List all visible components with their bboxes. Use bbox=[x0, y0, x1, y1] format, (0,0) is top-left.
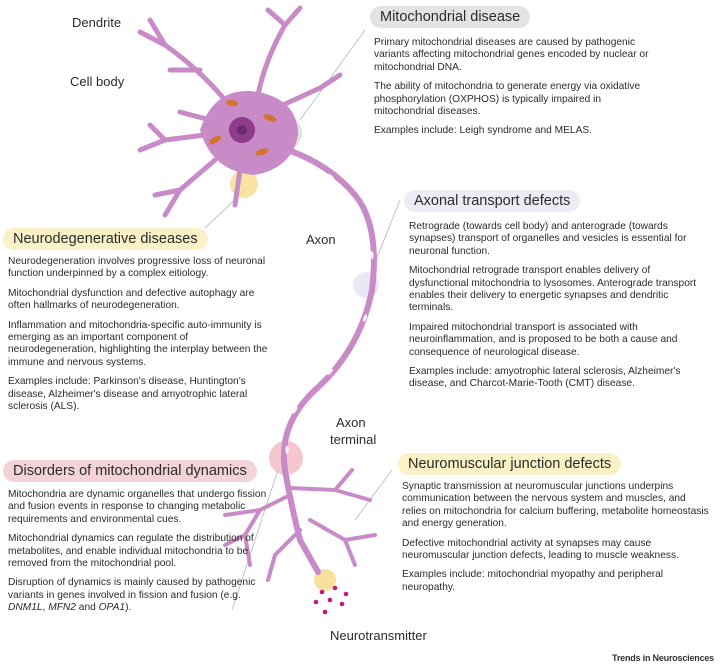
label-axon-terminal-line1: Axon bbox=[336, 415, 366, 430]
dynamics-para-3-text: Disruption of dynamics is mainly caused by pathogenic variants in genes involved in fission and fusion (e.g. bbox=[8, 577, 256, 601]
axonal-para-3: Impaired mitochondrial transport is associated with neuroinflammation, and is proposed to be both a cause and consequence of neurological disease. bbox=[409, 321, 678, 358]
neurotransmitter-dots bbox=[314, 586, 349, 615]
gene-mfn2: MFN2 bbox=[48, 602, 76, 614]
dynamics-para-2: Mitochondrial dynamics can regulate the distribution of metabolites, and enable individual mitochondria to be removed from the mitochondrial pool. bbox=[8, 533, 254, 570]
label-axon-terminal-line2: terminal bbox=[330, 432, 377, 447]
section-axonal-transport bbox=[409, 221, 709, 398]
nmj-para-3: Examples include: mitochondrial myopathy and peripheral neuropathy. bbox=[402, 569, 664, 593]
gene-opa1: OPA1 bbox=[98, 602, 126, 614]
neurodegen-para-2: Mitochondrial dysfunction and defective autophagy are often hallmarks of neurodegeneration. bbox=[8, 287, 255, 312]
section-nmj bbox=[402, 481, 712, 601]
gene-dnm1l: DNM1L bbox=[8, 602, 43, 614]
label-neurotransmitter: Neurotransmitter bbox=[330, 628, 427, 643]
axonal-para-1: Retrograde (towards cell body) and anterograde (towards synapses) transport of organelles and vesicles is essential for neuronal function. bbox=[409, 221, 687, 257]
neurodegen-para-1: Neurodegeneration involves progressive loss of neuronal function underpinned by a complex eitiology. bbox=[8, 256, 266, 280]
nmj-para-2: Defective mitochondrial activity at synapses may cause neuromuscular junction defects, leading to muscle weakness. bbox=[402, 537, 679, 562]
axonal-para-2: Mitochondrial retrograde transport enables delivery of dysfunctional mitochondria to lysosomes. Anterograde transport enables their delivery to energetic synapses and dendritic terminals. bbox=[409, 265, 697, 314]
section-mito-dynamics bbox=[8, 489, 273, 622]
label-dendrite: Dendrite bbox=[72, 15, 122, 30]
neurodegen-para-4: Examples include: Parkinson's disease, Huntington's disease, Alzheimer's disease and amyotrophic lateral sclerosis (ALS). bbox=[8, 376, 248, 413]
label-axon: Axon bbox=[306, 232, 336, 247]
journal-credit: Trends in Neurosciences bbox=[612, 653, 714, 663]
heading-mito-dynamics: Disorders of mitochondrial dynamics bbox=[3, 460, 257, 482]
mito-disease-para-3: Examples include: Leigh syndrome and MELAS. bbox=[374, 125, 593, 137]
section-neurodegenerative bbox=[8, 256, 273, 420]
heading-neurodegenerative: Neurodegenerative diseases bbox=[3, 228, 208, 250]
section-mitochondrial-disease bbox=[374, 37, 664, 145]
mito-disease-para-1: Primary mitochondrial diseases are caused by pathogenic variants affecting mitochondrial genes encoded by nuclear or mitochondrial DNA. bbox=[374, 37, 649, 73]
neurodegen-para-3: Inflammation and mitochondria-specific auto-immunity is emerging as an important component of neurodegeneration, highlighting the interplay between the immune and nervous systems. bbox=[8, 319, 268, 368]
dynamics-para-3: Disruption of dynamics is mainly caused by pathogenic variants in genes involved in fission and fusion (e.g. DNM1L, MFN2 and OPA1). bbox=[8, 577, 256, 614]
axonal-para-4: Examples include: amyotrophic lateral sclerosis, Alzheimer's disease, and Charcot-Marie-Tooth (CMT) disease. bbox=[409, 366, 681, 390]
nucleolus bbox=[237, 125, 247, 135]
heading-mitochondrial-disease: Mitochondrial disease bbox=[370, 6, 530, 28]
heading-axonal-transport: Axonal transport defects bbox=[404, 190, 580, 212]
label-cell-body: Cell body bbox=[70, 74, 125, 89]
mito-disease-para-2: The ability of mitochondria to generate energy via oxidative phosphorylation (OXPHOS) is typically impaired in mitochondrial diseases. bbox=[374, 81, 641, 118]
dynamics-para-1: Mitochondria are dynamic organelles that undergo fission and fusion events in response to changing metabolic requirements and environmental cues. bbox=[8, 489, 267, 525]
heading-nmj: Neuromuscular junction defects bbox=[398, 453, 621, 475]
nmj-para-1: Synaptic transmission at neuromuscular junctions underpins communication between the nervous system and muscles, and relies on mitochondria for calcium buffering, metabolite homeostasis and energy generation. bbox=[402, 481, 709, 530]
